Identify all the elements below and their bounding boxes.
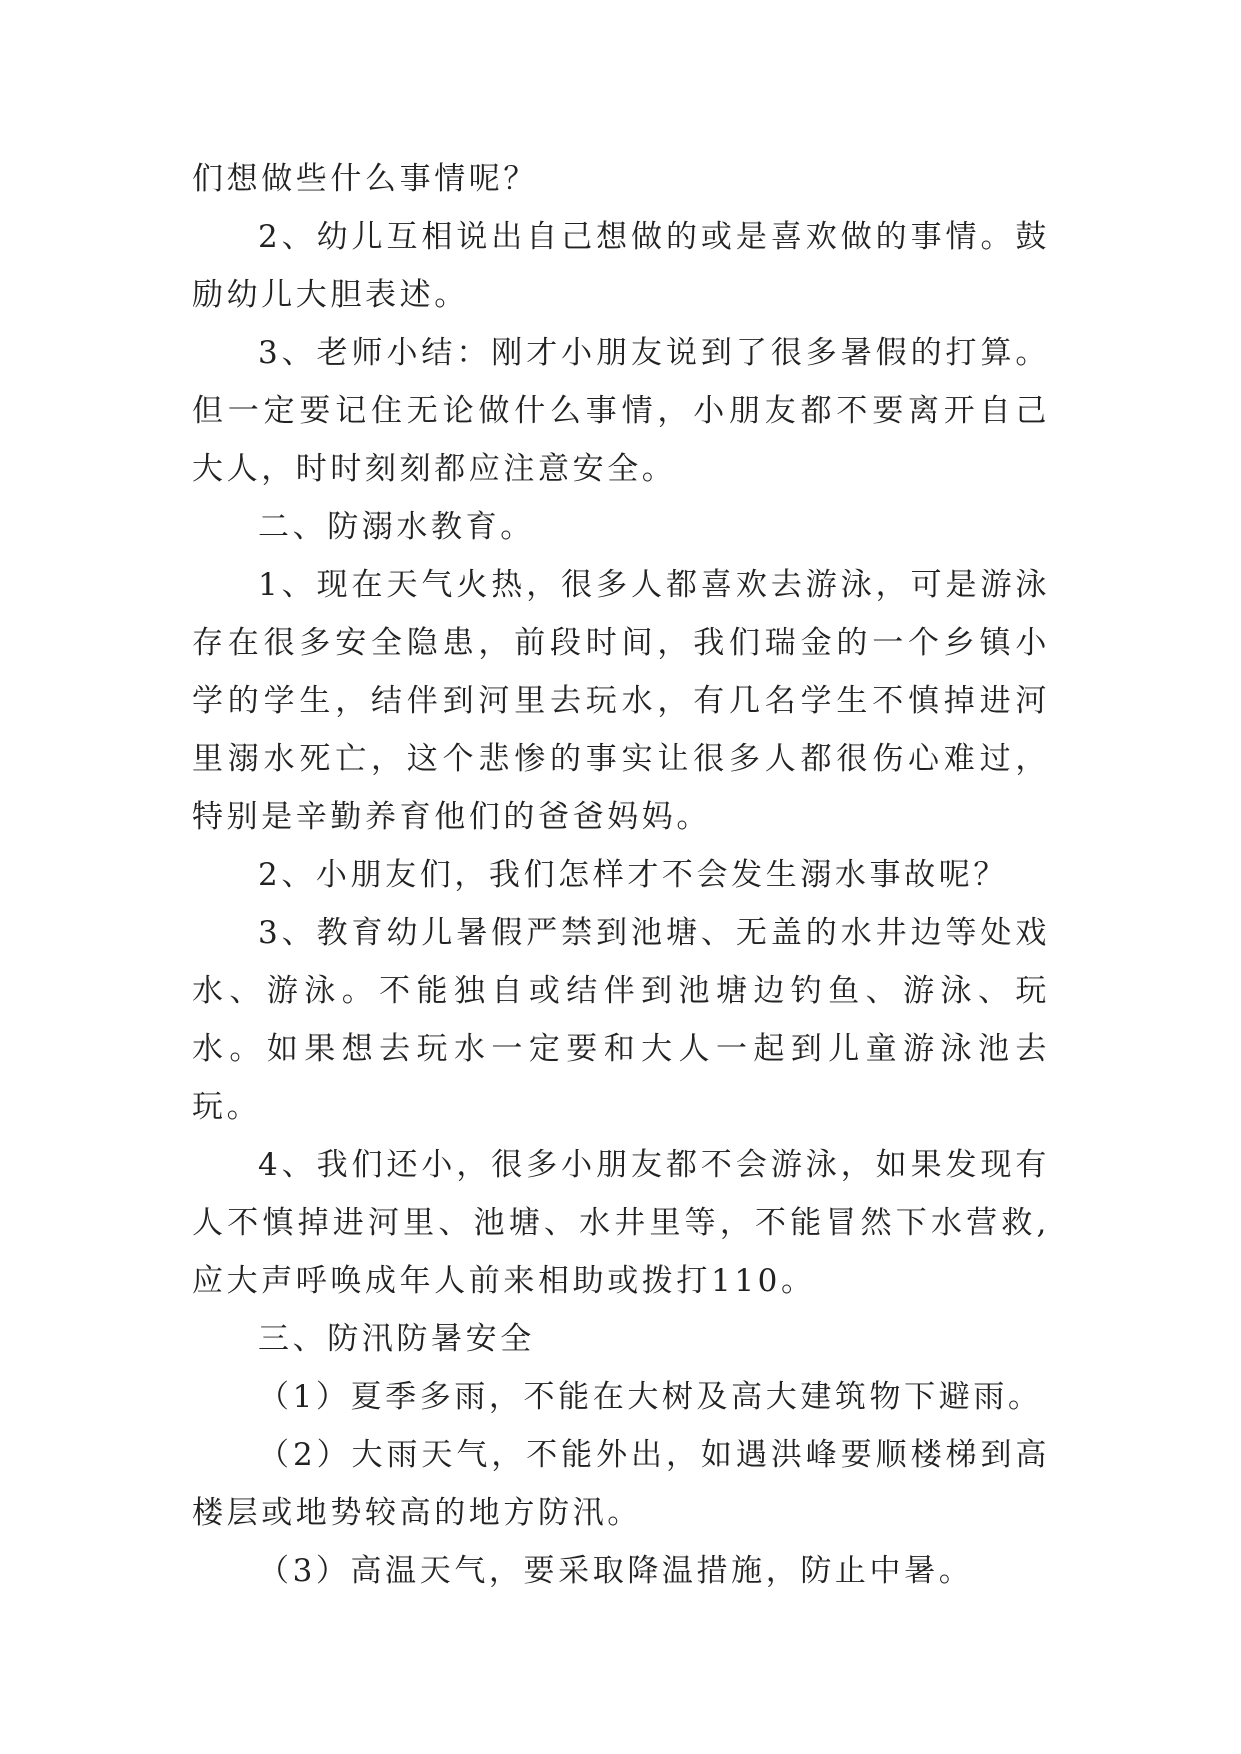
paragraph-drowning-1: 1、现在天气火热，很多人都喜欢去游泳，可是游泳存在很多安全隐患，前段时间，我们瑞金的一个乡镇小学的学生，结伴到河里去玩水，有几名学生不慎掉进河里溺水死亡，这个悲惨的事实让很多人都很伤心难过，特别是辛勤养育他们的爸爸妈妈。: [192, 567, 1050, 835]
paragraph-flood-3: （3）高温天气，要采取降温措施，防止中暑。: [258, 1553, 974, 1589]
paragraph-flood-1: （1）夏季多雨，不能在大树及高大建筑物下避雨。: [258, 1379, 1043, 1415]
paragraph-drowning-4: 4、我们还小，很多小朋友都不会游泳，如果发现有人不慎掉进河里、池塘、水井里等，不能冒然下水营救,应大声呼唤成年人前来相助或拨打110。: [192, 1147, 1050, 1299]
paragraph-drowning-2: 2、小朋友们，我们怎样才不会发生溺水事故呢？: [258, 857, 1008, 893]
paragraph-flood-2: （2）大雨天气，不能外出，如遇洪峰要顺楼梯到高楼层或地势较高的地方防汛。: [192, 1437, 1050, 1531]
paragraph-drowning-3: 3、教育幼儿暑假严禁到池塘、无盖的水井边等处戏水、游泳。不能独自或结伴到池塘边钓鱼、游泳、玩水。如果想去玩水一定要和大人一起到儿童游泳池去玩。: [192, 915, 1050, 1125]
paragraph-item-2: 2、幼儿互相说出自己想做的或是喜欢做的事情。鼓励幼儿大胆表述。: [192, 219, 1050, 313]
section-heading-anti-drowning: 二、防溺水教育。: [258, 509, 535, 545]
paragraph-continuation: 们想做些什么事情呢？: [192, 161, 538, 197]
paragraph-item-3-summary: 3、老师小结：刚才小朋友说到了很多暑假的打算。但一定要记住无论做什么事情，小朋友都不要离开自己大人，时时刻刻都应注意安全。: [192, 335, 1050, 487]
document-page: [192, 150, 1050, 1600]
section-heading-flood-heat: 三、防汛防暑安全: [258, 1321, 535, 1357]
